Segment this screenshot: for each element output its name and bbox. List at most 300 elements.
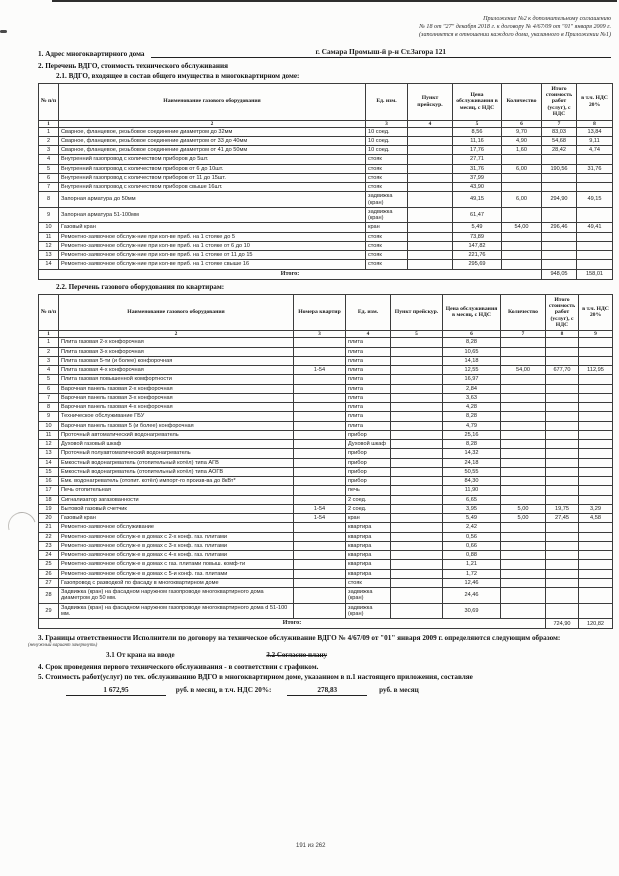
column-header: Количество [502,83,542,120]
table-cell: Плита газовая повышенной комфортности [59,375,294,384]
table-cell [546,578,579,587]
table-cell: квартира [346,569,391,578]
table-cell: 0,88 [443,551,501,560]
section2-title: 2. Перечень ВДГО, стоимость технического обслуживания [38,61,229,70]
column-header: Пункт прейскур. [391,294,443,331]
table-cell [294,560,346,569]
table-cell: задвижка (кран) [366,207,408,223]
table-cell: 13 [39,251,59,260]
table2-body [39,338,613,619]
table-row [39,155,613,164]
table-cell [294,523,346,532]
table-cell: 10 [39,223,59,232]
table-cell: 10 соед. [366,127,408,136]
table-cell [502,260,542,269]
table-cell: плита [346,347,391,356]
option-3-1: 3.1 От крана на вводе [106,651,175,660]
table-cell: 6 [39,173,59,182]
column-number: 1 [39,331,59,338]
table-cell [579,523,613,532]
table-cell: 6,65 [443,495,501,504]
table-cell: 2,42 [443,523,501,532]
table-cell: 54,68 [542,136,577,145]
option-3-2-struck: 3.2 Согласно плану [266,651,328,660]
table-row [39,192,613,208]
table-cell: задвижка (кран) [366,192,408,208]
table-cell [391,356,443,365]
table1-body [39,127,613,269]
cost-summary-mid: руб. в месяц, в т.ч. НДС 20%: [175,685,272,694]
table-cell: 84,30 [443,477,501,486]
table-row [39,207,613,223]
table-cell [294,384,346,393]
table-cell [501,551,546,560]
column-header: Пункт прейскур. [408,83,453,120]
table-cell: плита [346,375,391,384]
table-cell [546,467,579,476]
table-row [39,440,613,449]
table-cell: 4,28 [443,403,501,412]
table-cell: 12,55 [443,366,501,375]
table-cell: Запорная арматура до 50мм [59,192,366,208]
table-cell: 61,47 [453,207,502,223]
table-cell [546,551,579,560]
table-cell: плита [346,356,391,365]
table-cell [546,532,579,541]
table-cell [546,338,579,347]
table-row [39,366,613,375]
table-cell: прибор [346,430,391,439]
table-cell [501,430,546,439]
table-cell: Газовый кран [59,514,294,523]
table-cell [579,477,613,486]
column-number: 2 [59,331,294,338]
table-cell: 28,42 [542,146,577,155]
table-cell: 9,11 [577,136,613,145]
total-vat: 120,82 [579,619,613,629]
responsibility-options [38,651,619,659]
table-cell [577,207,613,223]
table-row [39,347,613,356]
total-sum: 948,05 [542,269,577,279]
column-header: № п/п [39,294,59,331]
table-cell: Ремонтно-заявочное обслуж-ние при кол-ве приб. на 1 стояке от 11 до 15 [59,251,366,260]
table-cell: Техническое обслуживание ГБУ [59,412,294,421]
table-cell [501,578,546,587]
table-row [39,458,613,467]
table-cell [546,347,579,356]
table-cell: 15 [39,467,59,476]
table-cell [391,366,443,375]
table-cell [546,412,579,421]
scan-artifact [0,30,7,33]
table-cell: плита [346,393,391,402]
table-cell [294,430,346,439]
table-cell: 7 [39,183,59,192]
table-cell [391,347,443,356]
table-cell: 1-54 [294,504,346,513]
table-cell: Плита газовая 3-х конфорочная [59,347,294,356]
table-cell [391,486,443,495]
table-row [39,495,613,504]
table-cell [501,449,546,458]
table-cell [294,569,346,578]
table-cell: стояк [366,173,408,182]
table-cell [542,207,577,223]
table-cell: 11,90 [443,486,501,495]
table-cell [391,532,443,541]
table-cell: 112,95 [579,366,613,375]
table-cell [501,532,546,541]
table-row [39,532,613,541]
table-cell [579,403,613,412]
table-cell [408,164,453,173]
table-row [39,486,613,495]
scan-edge-line [52,0,617,2]
table-cell: 8,28 [443,338,501,347]
table-cell: Ремонтно-заявочное обслуж-е в домах с 4-х конф. газ. плитами [59,551,294,560]
column-header: Итого стоимость работ (услуг), с НДС [542,83,577,120]
table-cell: 4,79 [443,421,501,430]
table-row [39,232,613,241]
table-cell: Ремонтно-заявочное обслуж-е в домах с 5-и конф. газ. плитами [59,569,294,578]
table-cell: Ремонтно-заявочное обслуж-ние при кол-ве приб. на 1 стояке свыше 16 [59,260,366,269]
table-cell [391,560,443,569]
table-cell [501,495,546,504]
table-cell: 13,84 [577,127,613,136]
table-cell [294,412,346,421]
table-cell [502,207,542,223]
table-cell [391,541,443,550]
table-cell: Емкостный водонагреватель (отопительный котёл) типа АГВ [59,458,294,467]
table-cell: 4,58 [579,514,613,523]
table-row [39,430,613,439]
table-cell: плита [346,338,391,347]
column-header: Наименование газового оборудования [59,83,366,120]
table-cell: 5 [39,375,59,384]
column-header: Ед. изм. [346,294,391,331]
table-cell: Внутренний газопровод с количеством приборов свыше 16шт. [59,183,366,192]
table-cell [408,127,453,136]
table-cell [501,393,546,402]
table-cell: 11 [39,232,59,241]
table-cell: стояк [366,232,408,241]
annex-line: (заполняется в отношении каждого дома, указанного в Приложении №1) [419,32,611,39]
table-cell: прибор [346,467,391,476]
table-cell [546,375,579,384]
table-cell [294,541,346,550]
table-cell [579,560,613,569]
table-cell: 12 [39,440,59,449]
table-cell [294,486,346,495]
table-cell: стояк [366,251,408,260]
column-number: 4 [408,120,453,127]
table-cell: 221,76 [453,251,502,260]
table-cell: 3 [39,356,59,365]
table-cell: 4 [39,366,59,375]
annex-note [0,15,611,40]
table-cell: 17 [39,486,59,495]
table-cell: 16 [39,477,59,486]
column-number: 7 [501,331,546,338]
table-cell: Бытовой газовый счетчик [59,504,294,513]
table-cell: Ремонтно-заявочное обслуж-ние при кол-ве приб. на 1 стояке от 6 до 10 [59,241,366,250]
table-cell: 26 [39,569,59,578]
table-cell: квартира [346,541,391,550]
table-cell [501,458,546,467]
column-number: 5 [391,331,443,338]
table-cell: 73,89 [453,232,502,241]
table-cell [579,551,613,560]
annex-line: Приложение №2 к дополнительному соглашению [483,16,611,22]
table-cell: 22 [39,532,59,541]
table-cell: Духовой газовый шкаф [59,440,294,449]
table-row [39,514,613,523]
table-cell [501,347,546,356]
table-cell: квартира [346,560,391,569]
table-cell [546,393,579,402]
table-cell: Варочная панель газовая 5 (и более) конфорочная [59,421,294,430]
table-cell [501,412,546,421]
table-cell: 1,60 [502,146,542,155]
table-cell [294,449,346,458]
table-cell: кран [346,514,391,523]
table-cell: задвижка (кран) [346,588,391,604]
column-number: 4 [346,331,391,338]
header-row [39,83,613,120]
table-row [39,560,613,569]
column-header: в т.ч. НДС 20% [577,83,613,120]
table-cell [501,356,546,365]
table-cell [546,495,579,504]
table-cell [577,155,613,164]
column-number: 8 [546,331,579,338]
table-cell: 49,41 [577,223,613,232]
table-cell [546,440,579,449]
table-row [39,421,613,430]
table-cell [501,541,546,550]
table-cell [546,560,579,569]
table-cell: прибор [346,449,391,458]
table-cell [579,449,613,458]
table-row [39,467,613,476]
table2-total-row [39,619,613,629]
table-cell: Емкостный водонагреватель (отопительный котёл) типа АОГВ [59,467,294,476]
table-cell [546,458,579,467]
table-cell: 4,90 [502,136,542,145]
table-cell [579,578,613,587]
table-cell: Ремонтно-заявочное обслуж-е в домах с 3-х конф. газ. плитами [59,541,294,550]
table-cell: 10 соед. [366,136,408,145]
section21-title: 2.1. ВДГО, входящее в состав общего имущества в многоквартирном доме: [56,71,300,80]
table-cell: 29 [39,603,59,619]
table-cell [501,560,546,569]
table-cell [294,477,346,486]
table-row [39,477,613,486]
table-cell: 3,29 [579,504,613,513]
table-cell [391,403,443,412]
table-cell: 12 [39,241,59,250]
table-cell [546,430,579,439]
cost-summary [38,686,611,696]
table-cell: Варочная панель газовая 4-х конфорочная [59,403,294,412]
table-cell: 18 [39,495,59,504]
table-cell [391,495,443,504]
table-cell [501,467,546,476]
column-header: Ед. изм. [366,83,408,120]
table-cell: 5,49 [443,514,501,523]
table-cell [579,412,613,421]
table-cell: 9 [39,207,59,223]
table-cell [501,338,546,347]
address-row [38,47,611,58]
header-row [39,294,613,331]
section3-text: 3. Границы ответственности Исполнители по договору на техническое обслуживание ВДГО № 4/67/09 от "01" января 2009 г. определяются следующим образом: [38,634,561,643]
table-cell: 677,70 [546,366,579,375]
table-cell: 2 соед. [346,495,391,504]
table-cell [546,449,579,458]
table-row [39,449,613,458]
table-cell [542,241,577,250]
table-cell [501,588,546,604]
table-cell [391,338,443,347]
total-label: Итого: [39,619,546,629]
table-row [39,136,613,145]
table-cell: 19 [39,504,59,513]
table-cell [501,403,546,412]
table-cell [408,155,453,164]
table-cell: 9 [39,412,59,421]
table-cell: 24,46 [443,588,501,604]
table-row [39,569,613,578]
table-cell [294,421,346,430]
table-row [39,375,613,384]
column-number-row [39,331,613,338]
pen-mark [3,507,41,545]
column-header: № п/п [39,83,59,120]
table-cell: 147,82 [453,241,502,250]
table-cell: 295,69 [453,260,502,269]
table-cell: Ремонтно-заявочное обслуж-е в домах с газ. плитами повыш. комф-ти [59,560,294,569]
column-header: Номера квартир [294,294,346,331]
table-cell [546,384,579,393]
table-row [39,523,613,532]
table-cell: 0,66 [443,541,501,550]
section3-note: (ненужный вариант зачеркнуть) [28,643,98,649]
table-cell: 5,00 [501,514,546,523]
table-cell: стояк [366,164,408,173]
table-cell [408,223,453,232]
address-value: г. Самара Промыш-й р-н Ст.Загора 121 [151,47,611,58]
column-number: 5 [453,120,502,127]
table-cell [502,232,542,241]
table-cell: 4 [39,155,59,164]
table-cell: 49,15 [577,192,613,208]
column-number-row [39,120,613,127]
table-cell: Проточный автоматический водонагреватель [59,430,294,439]
table-cell: 2 [39,136,59,145]
table-cell [294,375,346,384]
table-cell: 14,32 [443,449,501,458]
table-cell: 1-54 [294,514,346,523]
table-cell [546,588,579,604]
table-cell: 20 [39,514,59,523]
table-cell [501,569,546,578]
table-cell: 54,00 [501,366,546,375]
table-cell [579,393,613,402]
table-cell [408,232,453,241]
total-label: Итого: [39,269,542,279]
page-number: 191 из 262 [296,843,326,849]
table-cell [579,603,613,619]
table-cell: плита [346,412,391,421]
table-cell: 13 [39,449,59,458]
table-cell [542,183,577,192]
table-cell: 37,99 [453,173,502,182]
table-cell: 296,46 [542,223,577,232]
table-cell [502,183,542,192]
table-cell: 2 соед. [346,504,391,513]
address-label: 1. Адрес многоквартирного дома [38,49,145,58]
table-cell: 1,21 [443,560,501,569]
table-cell: 16,97 [443,375,501,384]
table-cell [408,241,453,250]
table-cell: Задвижка (кран) на фасадном наружном газопроводе многоквартирного дома d 51-100 мм. [59,603,294,619]
table-cell [294,393,346,402]
column-number: 9 [579,331,613,338]
table-row [39,127,613,136]
table-cell [391,477,443,486]
table-cell [408,146,453,155]
table-cell [546,477,579,486]
table-cell [577,173,613,182]
table-cell: стояк [366,241,408,250]
table-cell [502,251,542,260]
table-cell: Газовый кран [59,223,366,232]
table-cell: 6,00 [502,164,542,173]
table-row [39,164,613,173]
table-cell [391,458,443,467]
apartments-table [38,294,613,630]
table-cell: 12,46 [443,578,501,587]
table-cell: Ремонтно-заявочное обслуживание [59,523,294,532]
table-row [39,504,613,513]
table-cell [391,603,443,619]
table-cell: 1 [39,127,59,136]
table-cell: 31,76 [577,164,613,173]
table-cell: 8 [39,192,59,208]
table-cell: 27,45 [546,514,579,523]
table-cell: Варочная панель газовая 2-х конфорочная [59,384,294,393]
table-cell: 3,63 [443,393,501,402]
table-cell [501,603,546,619]
column-header: Цена обслуживания в месяц, с НДС [453,83,502,120]
section5-text: 5. Стоимость работ(услуг) по тех. обслуживанию ВДГО в многоквартирном доме, указанном в п.1 настоящего приложения, составляе [38,673,473,682]
table-cell: плита [346,366,391,375]
table-cell [501,421,546,430]
table-cell [546,356,579,365]
table-row [39,412,613,421]
table-cell [294,458,346,467]
table-cell [579,440,613,449]
table-cell [391,393,443,402]
table-cell [579,430,613,439]
total-sum: 724,90 [546,619,579,629]
table-cell: 27 [39,578,59,587]
table-cell: 8,56 [453,127,502,136]
table-cell [579,384,613,393]
table-cell: 6,00 [502,192,542,208]
